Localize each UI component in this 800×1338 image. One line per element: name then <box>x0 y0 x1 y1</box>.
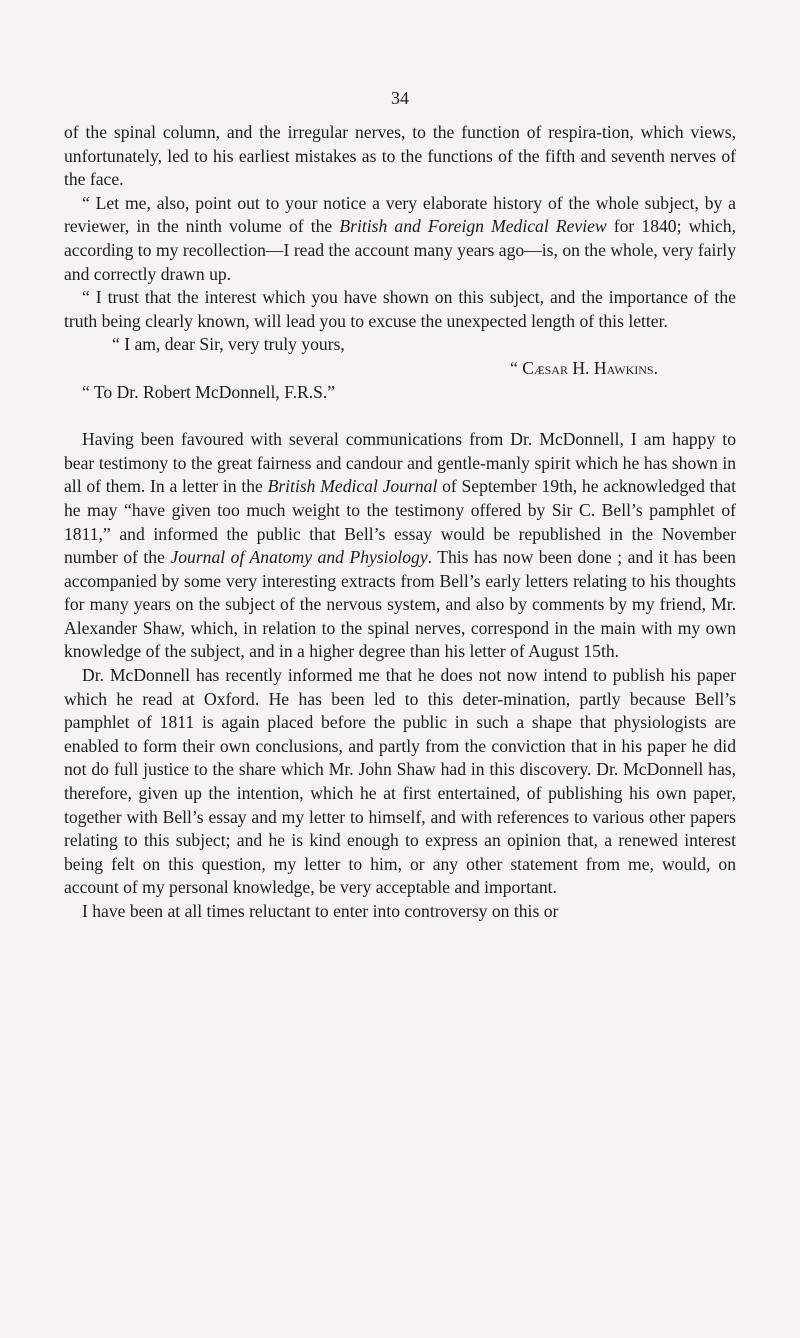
letter-closing: “ I am, dear Sir, very truly yours, <box>112 334 345 355</box>
letter-paragraph-2-text-a: “ Let me, also, point out to your notice a very elaborate history of the whole subject, by a reviewer, in the ninth volume of the <box>64 192 736 237</box>
page-body <box>64 121 736 924</box>
letter-paragraph-3: “ I trust that the interest which you have shown on this subject, and the importance of the truth being clearly known, will lead you to excuse the unexpected length of this letter. <box>64 287 736 331</box>
letter-paragraph-2 <box>64 192 736 286</box>
journal-title-bmj: British Medical Journal <box>267 476 438 497</box>
narrative-paragraph-1-text-a: Having been favoured with several communications from Dr. McDonnell, I am happy to bear testimony to the great fairness and candour and gentle-manly spirit which he has shown in all of them. In a letter in the <box>64 429 736 497</box>
section-gap <box>64 404 736 428</box>
letter-paragraph-1: of the spinal column, and the irregular nerves, to the function of respira-tion, which views, unfortunately, led to his earliest mistakes as to the functions of the fifth and seventh nerves of the face. <box>64 122 736 190</box>
narrative-paragraph-2: Dr. McDonnell has recently informed me that he does not now intend to publish his paper which he read at Oxford. He has been led to this deter-mination, partly because Bell’s pamphlet of 1811 is again placed before the public in such a shape that physiologists are enabled to form their own conclusions, and partly from the conviction that in his paper he did not do full justice to the share which Mr. John Shaw had in this discovery. Dr. McDonnell has, therefore, given up the intention, which he at first entertained, of publishing his own paper, together with Bell’s essay and my letter to himself, and with references to various other papers relating to this subject; and he is kind enough to express an opinion that, a renewed interest being felt on this question, my letter to him, or any other statement from me, would, on account of my personal knowledge, be very acceptable and important. <box>64 665 736 898</box>
narrative-paragraph-1-text-b: of September 19th, he acknowledged that he may “have given too much weight to the testimony offered by Sir C. Bell’s pamphlet of 1811,” and informed the public that Bell’s essay would be republished in the November number of the <box>64 476 737 568</box>
letter-addressee: “ To Dr. Robert McDonnell, F.R.S.” <box>82 381 336 402</box>
page-number: 34 <box>391 88 409 108</box>
journal-title-british-foreign: British and Foreign Medical Review <box>339 216 607 237</box>
journal-title-anatomy: Journal of Anatomy and Physiology <box>170 547 428 568</box>
letter-paragraph-2-text-b: for 1840; which, according to my recollection—I read the account many years ago—is, on the whole, very fairly and correctly drawn up. <box>64 216 736 284</box>
letter-signature: “ Cæsar H. Hawkins. <box>510 357 658 378</box>
narrative-paragraph-1-text-c: . This has now been done ; and it has been accompanied by some very interesting extracts from Bell’s early letters relating to his thoughts for many years on the subject of the nervous system, and also by comments by my friend, Mr. Alexander Shaw, which, in relation to the spinal nerves, correspond in the main with my own knowledge of the subject, and in a higher degree than his letter of August 15th. <box>64 547 736 662</box>
narrative-paragraph-3: I have been at all times reluctant to enter into controversy on this or <box>82 901 559 921</box>
narrative-paragraph-1 <box>64 428 736 664</box>
